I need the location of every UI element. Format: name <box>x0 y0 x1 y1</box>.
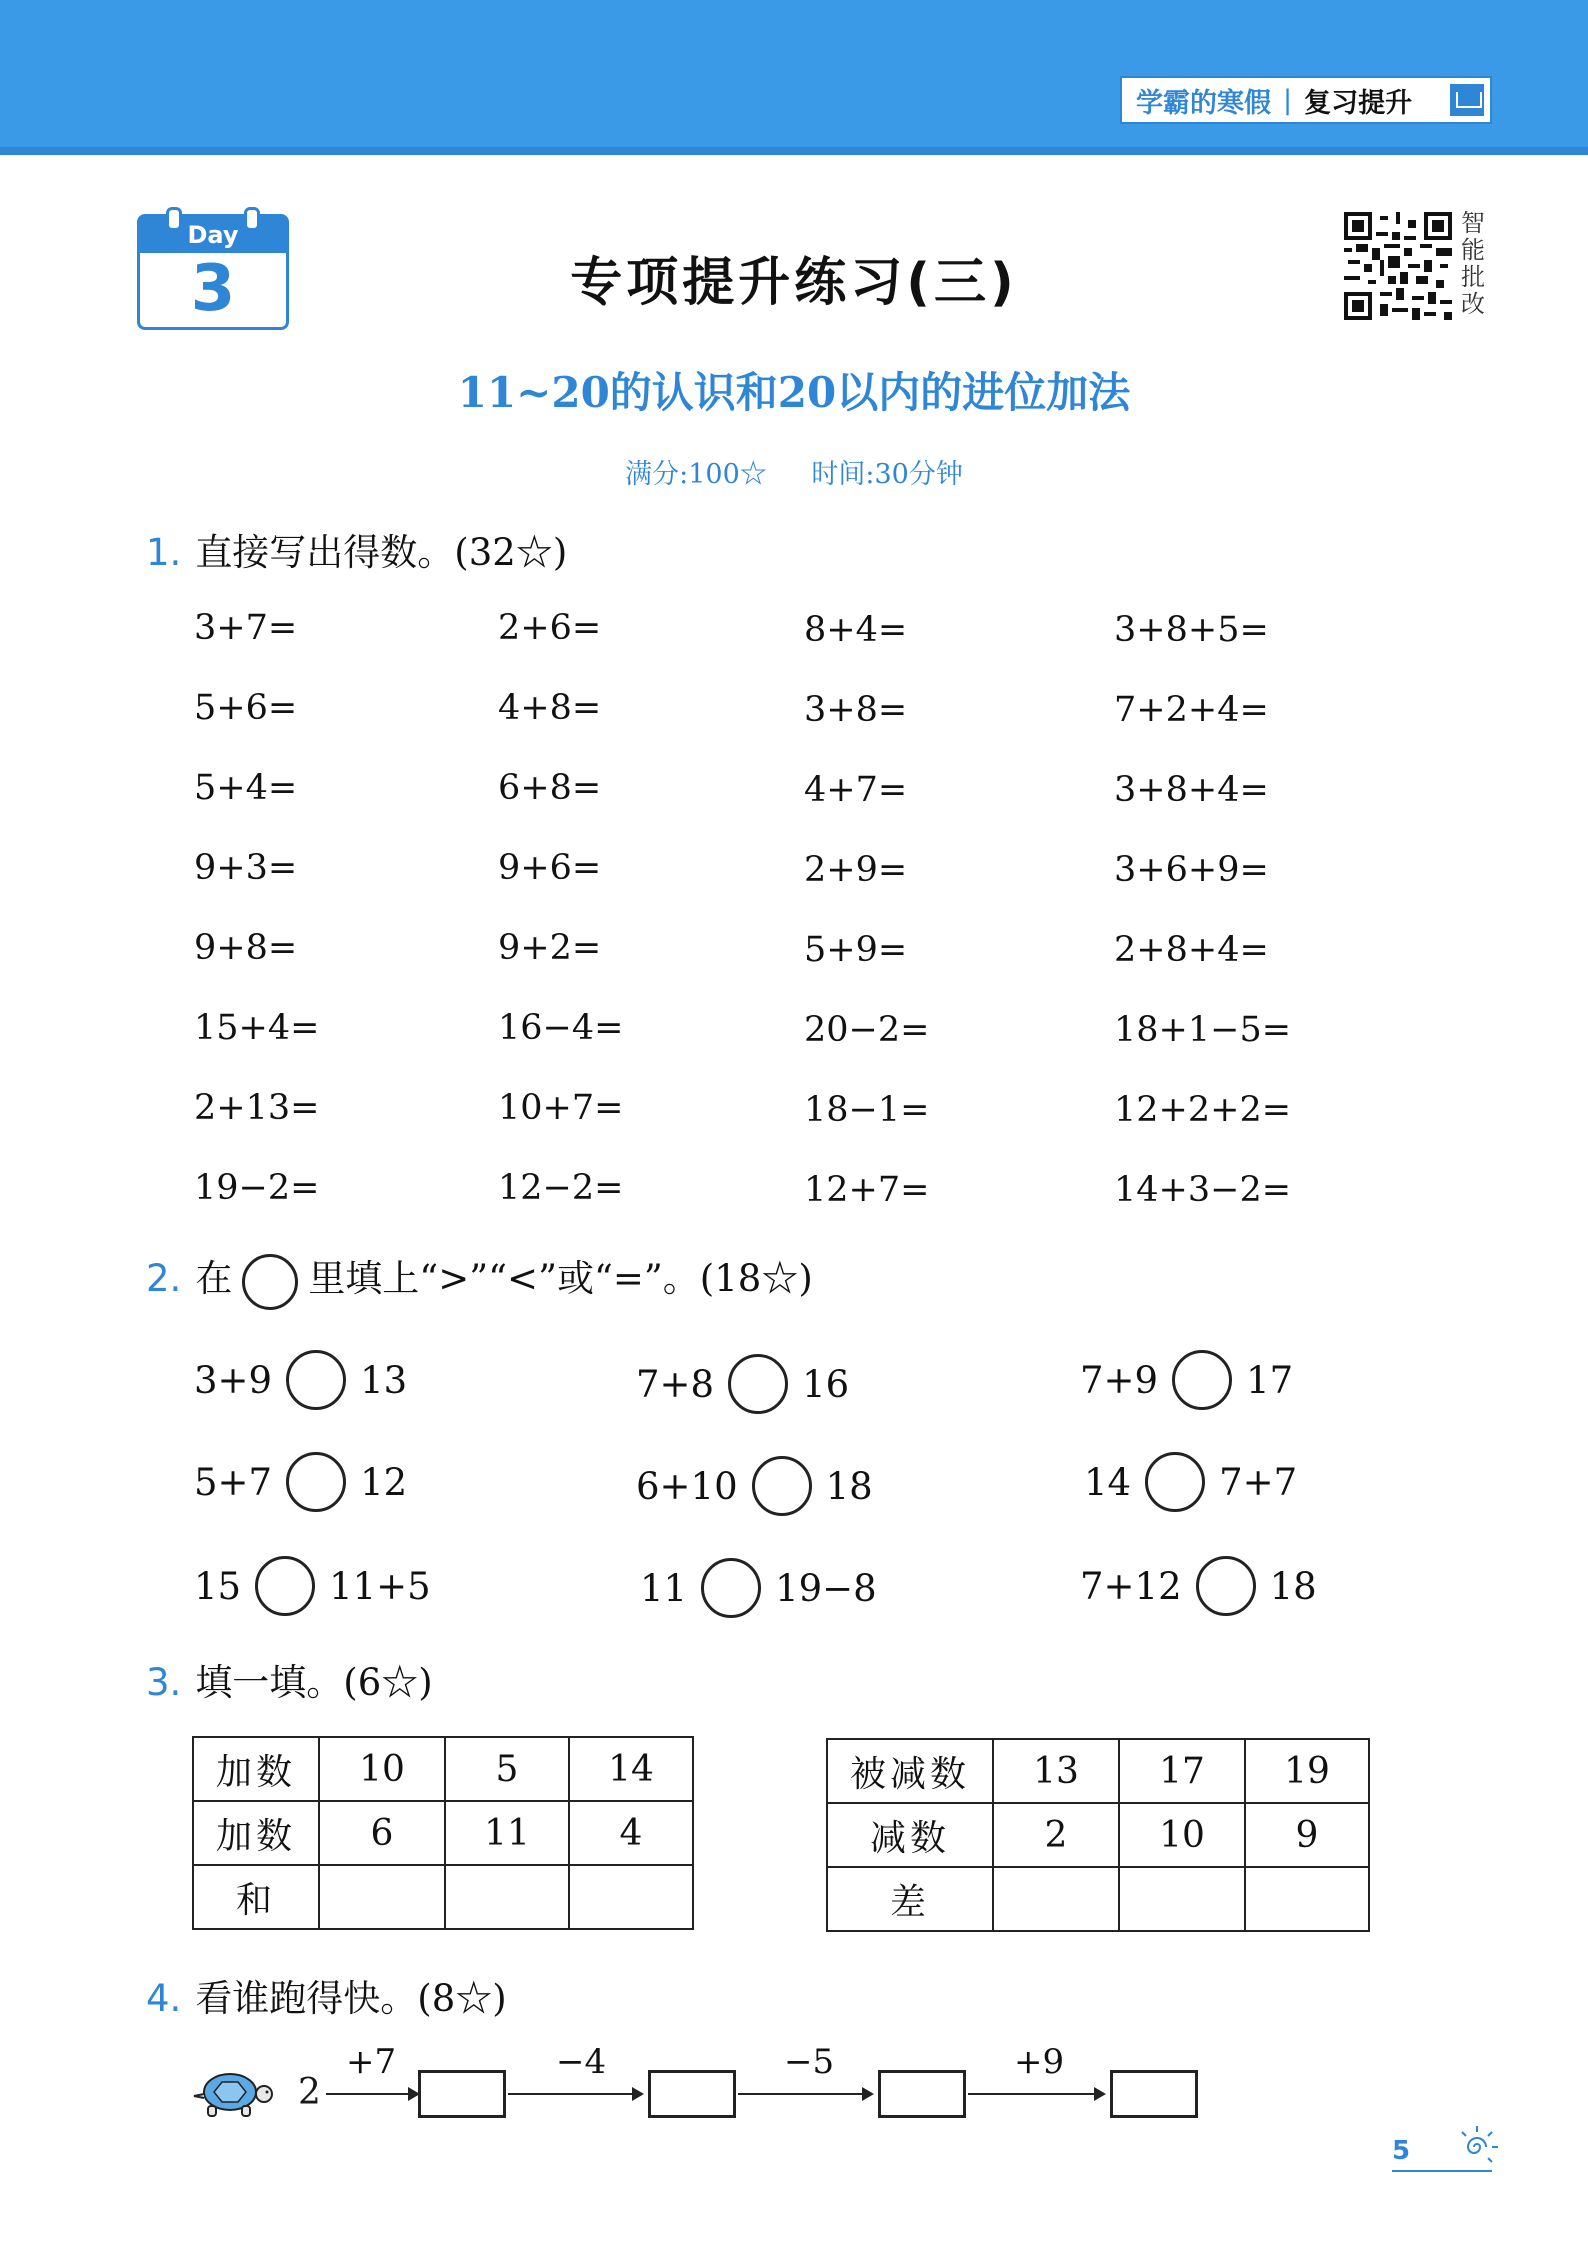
qr-caption-char: 智 <box>1461 209 1485 237</box>
table-cell: 19 <box>1245 1739 1369 1803</box>
calc-problem[interactable]: 5+4= <box>194 768 298 808</box>
table-row <box>827 1803 1369 1867</box>
table-header-cell: 差 <box>827 1867 993 1931</box>
page-number: 5 <box>1392 2136 1411 2166</box>
section-3-heading <box>146 1652 433 1706</box>
header-band-edge <box>0 147 1588 155</box>
score-time-line <box>0 452 1588 491</box>
section-number: 1. <box>146 531 182 574</box>
compare-right: 12 <box>360 1460 408 1504</box>
compare-item <box>640 1558 877 1618</box>
table-row <box>193 1737 693 1801</box>
section-number: 2. <box>146 1257 182 1300</box>
compare-right: 18 <box>825 1464 873 1508</box>
compare-right: 7+7 <box>1219 1460 1298 1504</box>
compare-item <box>636 1456 873 1516</box>
day-number: 3 <box>190 252 236 326</box>
compare-answer-circle[interactable] <box>701 1558 761 1618</box>
compare-left: 14 <box>1084 1460 1132 1504</box>
calc-problem[interactable]: 16−4= <box>498 1008 624 1048</box>
circle-icon <box>242 1254 298 1310</box>
table-cell: 10 <box>1119 1803 1245 1867</box>
sun-spiral-icon <box>1452 2122 1502 2172</box>
calc-problem[interactable]: 12−2= <box>498 1168 624 1208</box>
table-header-cell: 被减数 <box>827 1739 993 1803</box>
calc-problem[interactable]: 5+9= <box>804 930 908 970</box>
compare-left: 3+9 <box>194 1358 273 1402</box>
answer-cell[interactable] <box>569 1865 693 1929</box>
answer-cell[interactable] <box>1119 1867 1245 1931</box>
table-cell: 14 <box>569 1737 693 1801</box>
calc-problem[interactable]: 19−2= <box>194 1168 320 1208</box>
compare-left: 15 <box>194 1564 242 1608</box>
calendar-ring-icon <box>244 207 260 231</box>
calc-problem[interactable]: 3+7= <box>194 608 298 648</box>
table-cell: 4 <box>569 1801 693 1865</box>
compare-right: 16 <box>802 1362 850 1406</box>
step-operation: +7 <box>346 2042 397 2082</box>
calc-problem[interactable]: 15+4= <box>194 1008 320 1048</box>
race-chain <box>190 2042 1240 2150</box>
calc-problem[interactable]: 4+7= <box>804 770 908 810</box>
day-label: Day <box>140 217 286 253</box>
compare-item <box>1080 1556 1317 1616</box>
start-number: 2 <box>298 2072 321 2113</box>
brand-tag <box>1120 76 1492 124</box>
compare-right: 17 <box>1246 1358 1294 1402</box>
answer-box[interactable] <box>418 2070 506 2118</box>
brand-separator: | <box>1283 84 1293 116</box>
table-row <box>193 1801 693 1865</box>
calc-problem[interactable]: 18+1−5= <box>1114 1010 1292 1050</box>
calc-problem[interactable]: 18−1= <box>804 1090 930 1130</box>
header-band <box>0 0 1588 155</box>
compare-right: 18 <box>1269 1564 1317 1608</box>
answer-box[interactable] <box>648 2070 736 2118</box>
compare-item <box>1084 1452 1297 1512</box>
calc-problem[interactable]: 2+8+4= <box>1114 930 1269 970</box>
table-row <box>827 1867 1369 1931</box>
qr-code-icon[interactable] <box>1344 212 1452 320</box>
answer-box[interactable] <box>1110 2070 1198 2118</box>
calc-problem[interactable]: 3+8+4= <box>1114 770 1269 810</box>
section-title: 看谁跑得快。(8☆) <box>195 1977 507 2020</box>
qr-caption-char: 改 <box>1461 290 1485 318</box>
table-header-cell: 加数 <box>193 1737 319 1801</box>
calc-problem[interactable]: 3+8= <box>804 690 908 730</box>
calc-problem[interactable]: 4+8= <box>498 688 602 728</box>
qr-caption-char: 能 <box>1461 236 1485 264</box>
section-title-post: 里填上“>”“<”或“=”。(18☆) <box>308 1257 813 1300</box>
calc-problem[interactable]: 2+9= <box>804 850 908 890</box>
answer-cell[interactable] <box>993 1867 1119 1931</box>
calc-problem[interactable]: 12+7= <box>804 1170 930 1210</box>
compare-answer-circle[interactable] <box>1196 1556 1256 1616</box>
calc-problem[interactable]: 3+6+9= <box>1114 850 1269 890</box>
table-cell: 6 <box>319 1801 445 1865</box>
full-score: 满分:100☆ <box>625 459 767 490</box>
calc-problem[interactable]: 14+3−2= <box>1114 1170 1292 1210</box>
answer-cell[interactable] <box>445 1865 569 1929</box>
compare-right: 19−8 <box>775 1566 877 1610</box>
compare-left: 6+10 <box>636 1464 738 1508</box>
compare-item <box>636 1354 849 1414</box>
section-title: 直接写出得数。(32☆) <box>195 531 568 574</box>
table-header-cell: 加数 <box>193 1801 319 1865</box>
compare-left: 7+9 <box>1080 1358 1159 1402</box>
compare-answer-circle[interactable] <box>1172 1350 1232 1410</box>
table-cell: 17 <box>1119 1739 1245 1803</box>
compare-left: 7+12 <box>1080 1564 1182 1608</box>
section-title: 填一填。(6☆) <box>195 1661 433 1704</box>
qr-caption <box>1458 210 1488 318</box>
step-operation: −4 <box>556 2042 607 2082</box>
answer-box[interactable] <box>878 2070 966 2118</box>
table-cell: 5 <box>445 1737 569 1801</box>
calc-problem[interactable]: 10+7= <box>498 1088 624 1128</box>
table-row <box>827 1739 1369 1803</box>
table-header-cell: 减数 <box>827 1803 993 1867</box>
step-operation: −5 <box>784 2042 835 2082</box>
page-subtitle: 11~20的认识和20以内的进位加法 <box>457 368 1131 417</box>
qr-caption-char: 批 <box>1461 263 1485 291</box>
table-cell: 10 <box>319 1737 445 1801</box>
section-4-heading <box>146 1968 507 2022</box>
compare-item <box>194 1350 407 1410</box>
calc-problem[interactable]: 6+8= <box>498 768 602 808</box>
compare-answer-circle[interactable] <box>752 1456 812 1516</box>
section-number: 4. <box>146 1977 182 2020</box>
compare-left: 7+8 <box>636 1362 715 1406</box>
table-cell: 9 <box>1245 1803 1369 1867</box>
compare-answer-circle[interactable] <box>255 1556 315 1616</box>
compare-left: 5+7 <box>194 1460 273 1504</box>
calc-problem[interactable]: 5+6= <box>194 688 298 728</box>
calc-problem[interactable]: 9+2= <box>498 928 602 968</box>
compare-item <box>194 1452 407 1512</box>
section-number: 3. <box>146 1661 182 1704</box>
book-icon <box>1450 84 1484 116</box>
table-row <box>193 1865 693 1929</box>
section-1-heading <box>146 522 567 576</box>
section-2-heading <box>146 1248 813 1310</box>
table-cell: 11 <box>445 1801 569 1865</box>
calc-problem[interactable]: 8+4= <box>804 610 908 650</box>
addition-table <box>192 1736 694 1930</box>
calc-problem[interactable]: 2+6= <box>498 608 602 648</box>
brand-subtitle: 复习提升 <box>1304 87 1413 119</box>
arrow-icon <box>738 2093 872 2095</box>
calc-problem[interactable]: 9+3= <box>194 848 298 888</box>
calc-problem[interactable]: 3+8+5= <box>1114 610 1269 650</box>
compare-right: 11+5 <box>329 1564 431 1608</box>
table-header-cell: 和 <box>193 1865 319 1929</box>
table-cell: 2 <box>993 1803 1119 1867</box>
compare-left: 11 <box>640 1566 688 1610</box>
compare-item <box>194 1556 431 1616</box>
section-title-pre: 在 <box>195 1257 233 1300</box>
compare-answer-circle[interactable] <box>286 1452 346 1512</box>
time-limit: 时间:30分钟 <box>811 459 963 490</box>
table-cell: 13 <box>993 1739 1119 1803</box>
calc-problem[interactable]: 9+6= <box>498 848 602 888</box>
step-operation: +9 <box>1014 2042 1065 2082</box>
brand-series: 学霸的寒假 <box>1136 87 1271 119</box>
compare-answer-circle[interactable] <box>728 1354 788 1414</box>
turtle-icon <box>190 2066 276 2120</box>
compare-answer-circle[interactable] <box>286 1350 346 1410</box>
arrow-icon <box>508 2093 642 2095</box>
page-title: 专项提升练习(三) <box>570 253 1018 313</box>
answer-cell[interactable] <box>319 1865 445 1929</box>
compare-right: 13 <box>360 1358 408 1402</box>
subtraction-table <box>826 1738 1370 1932</box>
compare-item <box>1080 1350 1293 1410</box>
calc-problem[interactable]: 12+2+2= <box>1114 1090 1292 1130</box>
calc-problem[interactable]: 20−2= <box>804 1010 930 1050</box>
arrow-icon <box>968 2093 1104 2095</box>
calendar-ring-icon <box>166 207 182 231</box>
calc-problem[interactable]: 9+8= <box>194 928 298 968</box>
answer-cell[interactable] <box>1245 1867 1369 1931</box>
calc-problem[interactable]: 2+13= <box>194 1088 320 1128</box>
compare-answer-circle[interactable] <box>1145 1452 1205 1512</box>
arrow-icon <box>326 2093 418 2095</box>
calc-problem[interactable]: 7+2+4= <box>1114 690 1269 730</box>
